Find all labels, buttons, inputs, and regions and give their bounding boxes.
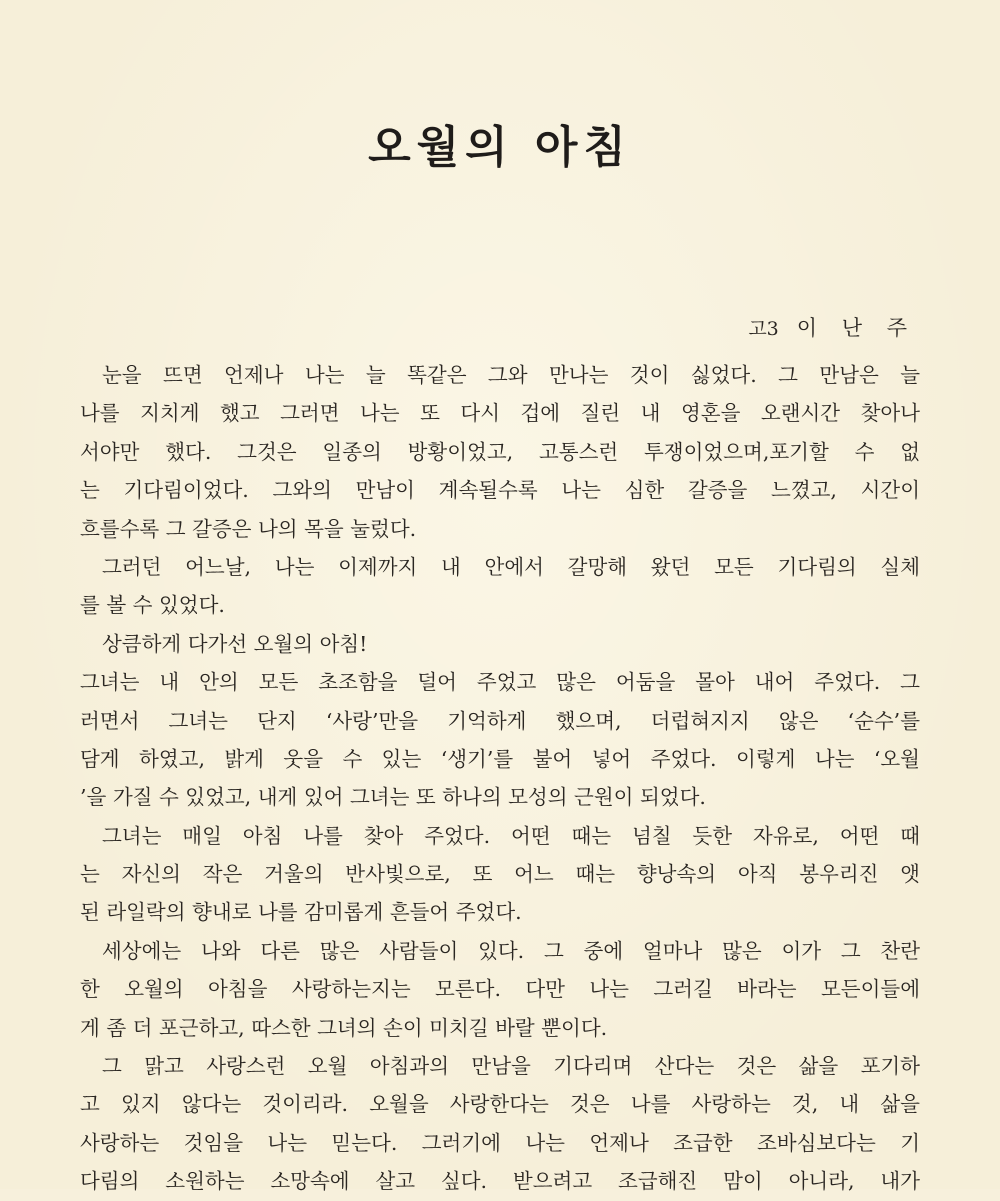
text-line: 서야만 했다. 그것은 일종의 방황이었고, 고통스런 투쟁이었으며,포기할 수 없	[80, 439, 920, 464]
text-line: 그러던 어느날, 나는 이제까지 내 안에서 갈망해 왔던 모든 기다림의 실체	[102, 554, 920, 579]
text-line: 상큼하게 다가선 오월의 아침!	[102, 631, 368, 656]
text-line: 그녀는 매일 아침 나를 찾아 주었다. 어떤 때는 넘칠 듯한 자유로, 어떤 때	[102, 823, 920, 848]
text-line: 다림의 소원하는 소망속에 살고 싶다. 받으려고 조급해진 맘이 아니라, 내가	[80, 1169, 920, 1194]
text-line: 된 라일락의 향내로 나를 감미롭게 흔들어 주었다.	[80, 900, 522, 925]
author-name: 이 난 주	[796, 316, 916, 340]
text-line: 그 맑고 사랑스런 오월 아침과의 만남을 기다리며 산다는 것은 삶을 포기하	[102, 1054, 920, 1079]
text-line: 세상에는 나와 다른 많은 사람들이 있다. 그 중에 얼마나 많은 이가 그 찬란	[102, 938, 920, 963]
byline	[748, 312, 916, 342]
text-line: 를 볼 수 있었다.	[80, 593, 225, 618]
text-line: 는 자신의 작은 거울의 반사빛으로, 또 어느 때는 향낭속의 아직 봉우리진 앳	[80, 862, 920, 887]
text-line: 사랑하는 것임을 나는 믿는다. 그러기에 나는 언제나 조급한 조바심보다는 기	[80, 1130, 920, 1155]
text-line: 러면서 그녀는 단지 ‘사랑’만을 기억하게 했으며, 더럽혀지지 않은 ‘순수’를	[80, 708, 920, 733]
text-line: 눈을 뜨면 언제나 나는 늘 똑같은 그와 만나는 것이 싫었다. 그 만남은 늘	[102, 363, 920, 387]
text-line: 나를 지치게 했고 그러면 나는 또 다시 겁에 질린 내 영혼을 오랜시간 찾아나	[80, 401, 920, 426]
text-line: 는 기다림이었다. 그와의 만남이 계속될수록 나는 심한 갈증을 느꼈고, 시간이	[80, 478, 920, 503]
text-line: 게 좀 더 포근하고, 따스한 그녀의 손이 미치길 바랄 뿐이다.	[80, 1015, 608, 1040]
text-line: 그녀는 내 안의 모든 초조함을 덜어 주었고 많은 어둠을 몰아 내어 주었다. 그	[80, 670, 920, 695]
text-line: 고 있지 않다는 것이리라. 오월을 사랑한다는 것은 나를 사랑하는 것, 내 삶을	[80, 1092, 920, 1117]
author-grade: 고3	[748, 318, 779, 340]
text-line: 한 오월의 아침을 사랑하는지는 모른다. 다만 나는 그러길 바라는 모든이들에	[80, 977, 920, 1002]
text-line: 흐를수록 그 갈증은 나의 목을 눌렀다.	[80, 516, 417, 541]
essay-title: 오월의 아침	[368, 122, 632, 174]
essay-body	[80, 356, 920, 1201]
text-line: 담게 하였고, 밝게 웃을 수 있는 ‘생기’를 불어 넣어 주었다. 이렇게 나는 ‘오월	[80, 746, 920, 771]
text-line: ’을 가질 수 있었고, 내게 있어 그녀는 또 하나의 모성의 근원이 되었다.	[80, 785, 706, 810]
